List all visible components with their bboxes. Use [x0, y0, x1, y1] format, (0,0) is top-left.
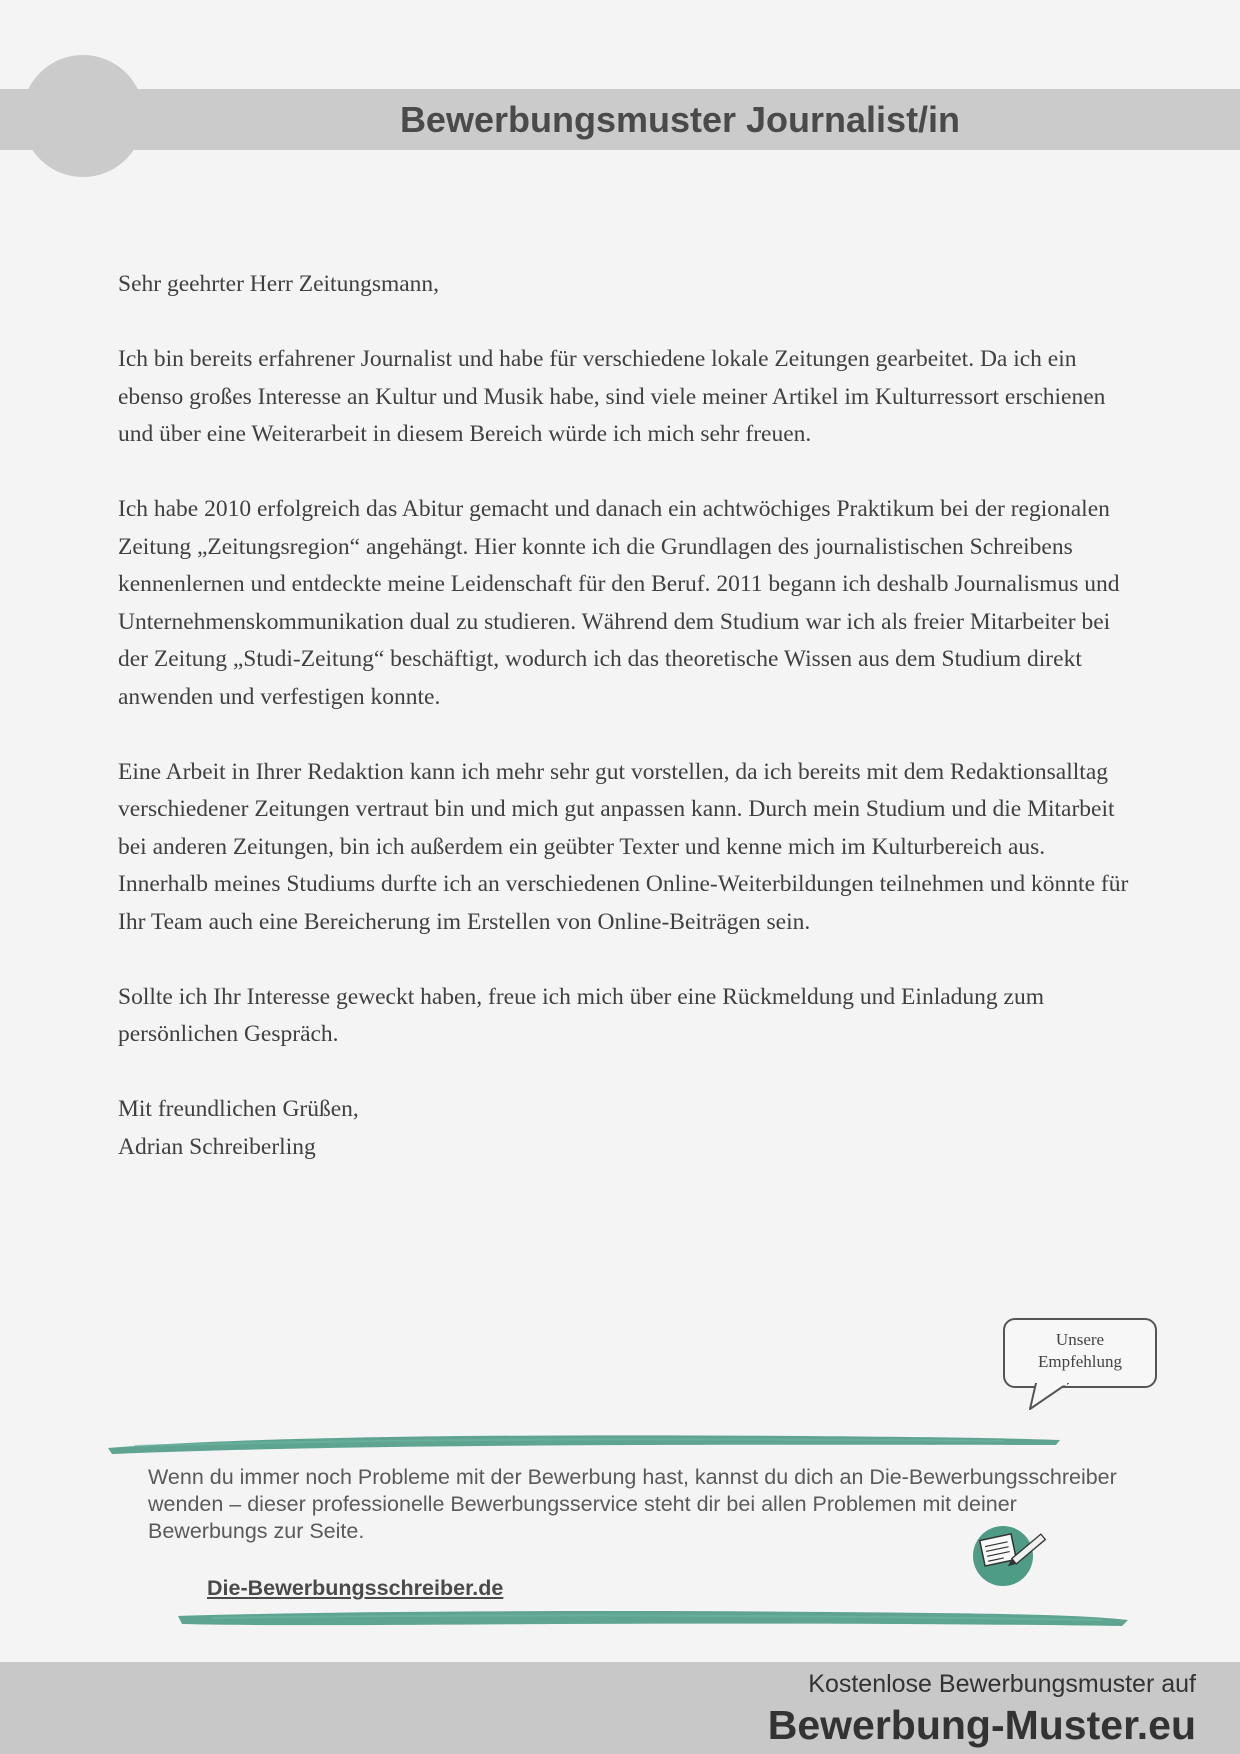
letter-paragraph-1: Ich bin bereits erfahrener Journalist und habe für verschiedene lokale Zeitungen gearbeitet. Da ich ein ebenso großes Interesse an Kultur und Musik habe, sind viele meiner Artikel im Kulturressort erschienen und über eine Weiterarbeit in diesem Bereich würde ich mich sehr freuen.	[118, 346, 1106, 447]
footer-tagline: Kostenlose Bewerbungsmuster auf	[808, 1670, 1196, 1698]
bewerbungsschreiber-link[interactable]: Die-Bewerbungsschreiber.de	[207, 1576, 504, 1600]
letter-paragraph-2: Ich habe 2010 erfolgreich das Abitur gemacht und danach ein achtwöchiges Praktikum bei der regionalen Zeitung „Zeitungsregion“ angehängt. Hier konnte ich die Grundlagen des journalistischen Schreibens kennenlernen und entdeckte meine Leidenschaft für den Beruf. 2011 begann ich deshalb Journalismus und Unternehmenskommunikation dual zu studieren. Während dem Studium war ich als freier Mitarbeiter bei der Zeitung „Studi-Zeitung“ beschäftigt, wodurch ich das theoretische Wissen aus dem Studium direkt anwenden und verfestigen konnte.	[118, 496, 1120, 710]
footer-bar	[0, 1662, 1240, 1754]
footer-site-name[interactable]: Bewerbung-Muster.eu	[767, 1702, 1196, 1748]
letter-salutation: Sehr geehrter Herr Zeitungsmann,	[118, 271, 440, 297]
recommendation-speech-bubble	[1003, 1318, 1157, 1388]
letter-closing: Mit freundlichen Grüßen,	[118, 1096, 359, 1122]
recommendation-line-1: Unsere	[1055, 1330, 1105, 1349]
letter-signature: Adrian Schreiberling	[118, 1133, 316, 1160]
document-pen-icon	[973, 1524, 1053, 1588]
letter-paragraph-3: Eine Arbeit in Ihrer Redaktion kann ich mehr sehr gut vorstellen, da ich bereits mit dem Redaktionsalltag verschiedener Zeitungen vertraut bin und mich gut anpassen kann. Durch mein Studium und die Mitarbeit bei anderen Zeitungen, bin ich außerdem ein geübter Texter und kenne mich im Kulturbereich aus. Innerhalb meines Studiums durfte ich an verschiedenen Online-Weiterbildungen teilnehmen und könnte für Ihr Team auch eine Bereicherung im Erstellen von Online-Beiträgen sein.	[118, 758, 1129, 935]
speech-bubble-tail-icon	[1028, 1383, 1088, 1411]
recommendation-line-2: Empfehlung	[1037, 1352, 1123, 1371]
page-title: Bewerbungsmuster Journalist/in	[399, 99, 961, 140]
brush-stroke-bottom	[172, 1604, 1132, 1632]
promo-text: Wenn du immer noch Probleme mit der Bewerbung hast, kannst du dich an Die-Bewerbungsschreiber wenden – dieser professionelle Bewerbungsservice steht dir bei allen Problemen mit deiner Bewerbungs zur Seite.	[148, 1465, 1117, 1543]
letter-paragraph-4: Sollte ich Ihr Interesse geweckt haben, freue ich mich über eine Rückmeldung und Einladung zum persönlichen Gespräch.	[118, 983, 1044, 1047]
letter-body	[118, 266, 1138, 1166]
brush-stroke-top	[104, 1430, 1064, 1456]
